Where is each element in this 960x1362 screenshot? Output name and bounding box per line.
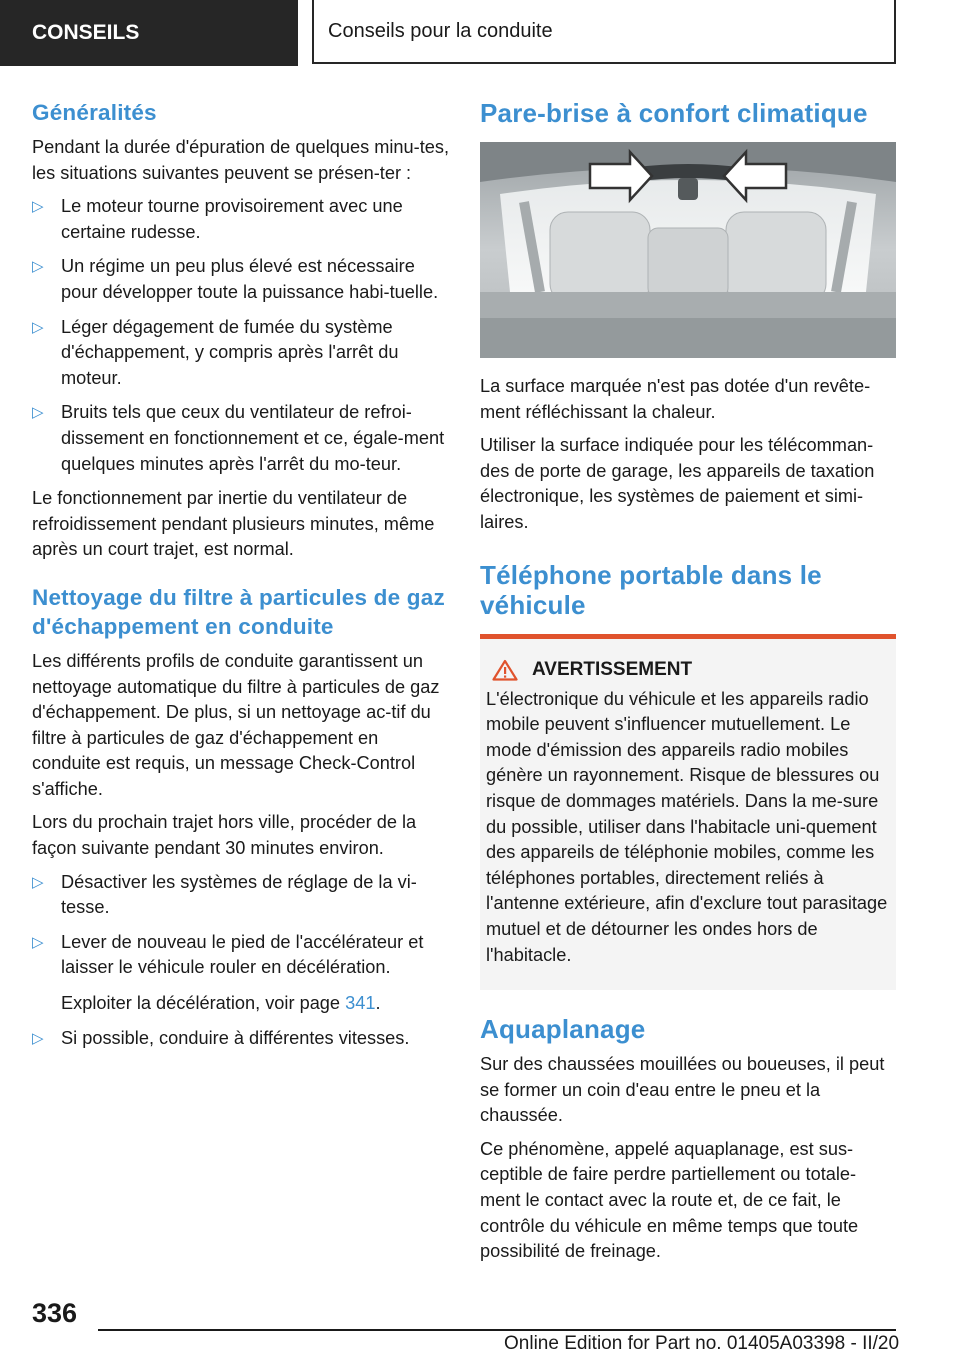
parebrise-paragraph-2: Utiliser la surface indiquée pour les télécomman-des de porte de garage, les appareils de taxation électronique, les systèmes de paiement et simi-laires. xyxy=(480,435,875,532)
page-header xyxy=(0,0,960,66)
warning-triangle-icon xyxy=(492,659,518,681)
triangle-bullet-icon: ▷ xyxy=(32,933,44,951)
generalites-list xyxy=(32,194,450,477)
footer-divider xyxy=(98,1329,896,1331)
page-number: 336 xyxy=(32,1298,78,1328)
list-item: ▷ Si possible, conduire à différentes vitesses. xyxy=(32,1026,450,1052)
page-reference: Exploiter la décélération, voir page 341. xyxy=(61,993,381,1014)
list-item: ▷ Désactiver les systèmes de réglage de la vi-tesse. xyxy=(32,871,417,918)
warning-text: L'électronique du véhicule et les appareils radio mobile peuvent s'influencer mutuellement. Le mode d'émission des appareils radio mobiles génère un rayonnement. Risque de blessures ou risque de dommages matériels. Dans la me-sure du possible, utiliser dans l'habitacle uni-quement des appareils de téléphonie mobiles, comme les téléphones portables, directement reliés à l'antenne extérieure, afin d'exclure tout parasitage mutuel et de détourner les ondes hors de l'habitacle. xyxy=(486,688,888,965)
triangle-bullet-icon: ▷ xyxy=(32,1029,44,1047)
triangle-bullet-icon: ▷ xyxy=(32,258,44,276)
heading-generalites: Généralités xyxy=(32,100,157,125)
generalites-outro: Le fonctionnement par inertie du ventilateur de refroidissement pendant plusieurs minutes, même après un court trajet, est normal. xyxy=(32,488,435,560)
triangle-bullet-icon: ▷ xyxy=(32,404,44,422)
warning-box xyxy=(480,634,896,991)
aquaplanage-paragraph-2: Ce phénomène, appelé aquaplanage, est sus-ceptible de faire perdre partiellement ou totale-ment le contact avec la route et, de ce fait, le contrôle du véhicule en même temps que toute possibilité de freinage. xyxy=(480,1138,859,1262)
heading-nettoyage: Nettoyage du filtre à particules de gaz d'échappement en conduite xyxy=(32,584,445,639)
heading-aquaplanage: Aquaplanage xyxy=(480,1014,646,1045)
triangle-bullet-icon: ▷ xyxy=(32,198,44,216)
list-item: ▷ Un régime un peu plus élevé est nécessaire pour développer toute la puissance habi-tuelle. xyxy=(32,256,439,302)
heading-parebrise: Pare-brise à confort climatique xyxy=(480,98,868,128)
right-column xyxy=(480,98,896,1273)
warning-title: AVERTISSEMENT xyxy=(486,659,888,681)
nettoyage-list xyxy=(32,870,450,1052)
nettoyage-paragraph-2: Lors du prochain trajet hors ville, procéder de la façon suivante pendant 30 minutes environ. xyxy=(32,812,417,859)
list-item: ▷ Le moteur tourne provisoirement avec une certaine rudesse. xyxy=(32,196,403,242)
parebrise-paragraph-1: La surface marquée n'est pas dotée d'un revête-ment réfléchissant la chaleur. xyxy=(480,376,871,422)
chapter-title: Conseils pour la conduite xyxy=(312,0,896,64)
triangle-bullet-icon: ▷ xyxy=(32,318,44,336)
page-link[interactable]: 341 xyxy=(345,993,376,1014)
left-column xyxy=(32,98,450,1060)
list-item: ▷ Lever de nouveau le pied de l'accélérateur et laisser le véhicule rouler en décélération. Exploiter la décélération, voir page 341. xyxy=(32,930,450,1017)
section-tab: CONSEILS xyxy=(0,0,298,66)
nettoyage-paragraph-1: Les différents profils de conduite garantissent un nettoyage automatique du filtre à particules de gaz d'échappement. De plus, si un nettoyage ac-tif du filtre à particules de gaz d'échappement en conduite est requis, un message Check-Control s'affiche. xyxy=(32,650,440,799)
generalites-intro: Pendant la durée d'épuration de quelques minu-tes, les situations suivantes peuvent se présen-ter : xyxy=(32,137,450,183)
windshield-photo xyxy=(480,142,896,358)
heading-telephone: Téléphone portable dans le véhicule xyxy=(480,559,822,620)
footer-edition: Online Edition for Part no. 01405A03398 - II/20 xyxy=(504,1333,900,1354)
list-item: ▷ Bruits tels que ceux du ventilateur de refroi-dissement en fonctionnement et ce, égale-ment quelques minutes après l'arrêt du mo-teur. xyxy=(32,402,445,474)
aquaplanage-paragraph-1: Sur des chaussées mouillées ou boueuses, il peut se former un coin d'eau entre le pneu et la chaussée. xyxy=(480,1054,885,1126)
list-item: ▷ Léger dégagement de fumée du système d'échappement, y compris après l'arrêt du moteur. xyxy=(32,316,399,388)
triangle-bullet-icon: ▷ xyxy=(32,873,44,891)
